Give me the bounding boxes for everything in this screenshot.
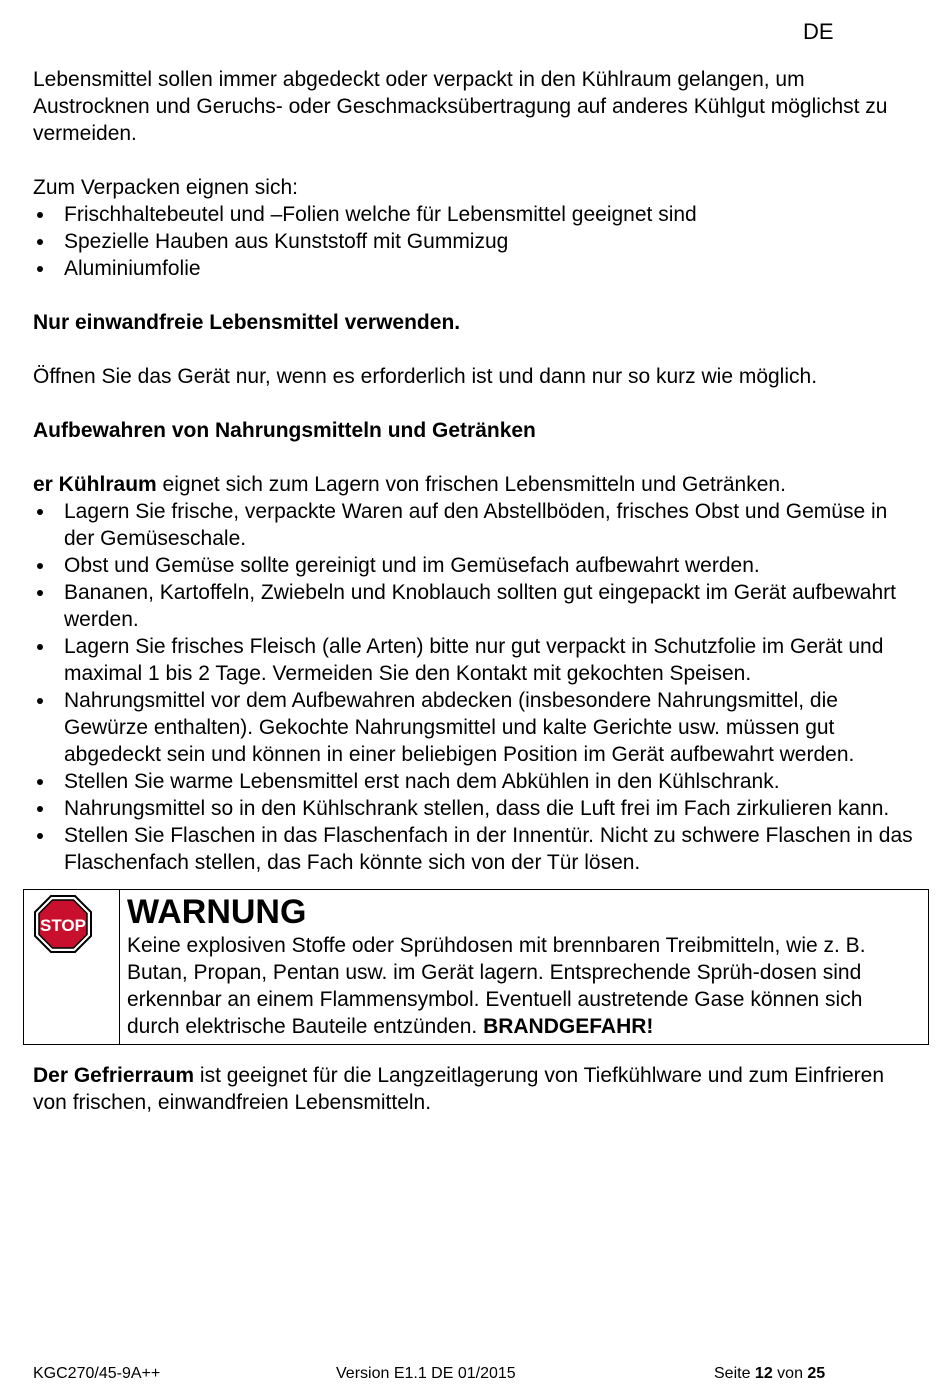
- list-item: Nahrungsmittel vor dem Aufbewahren abdecken (insbesondere Nahrungsmittel, die Gewürze enthalten). Gekochte Nahrungsmittel und kalte Gerichte usw. müssen gut abgedeckt sein und können in einer beliebigen Position im Gerät aufbewahrt werden.: [33, 687, 923, 768]
- packaging-list: [33, 201, 923, 282]
- storage-intro-bold: er Kühlraum: [33, 473, 157, 496]
- freezer-rest: ist geeignet für die Langzeitlagerung von Tiefkühlware und zum Einfrieren von frischen, einwandfreien Lebensmitteln.: [33, 1064, 884, 1114]
- footer-page: [714, 1364, 825, 1384]
- list-item: Nahrungsmittel so in den Kühlschrank stellen, dass die Luft frei im Fach zirkulieren kann.: [33, 795, 923, 822]
- bold-note: Nur einwandfreie Lebensmittel verwenden.: [33, 311, 461, 334]
- storage-list: [33, 498, 923, 876]
- footer-page-total: 25: [807, 1365, 826, 1382]
- list-item: Lagern Sie frisches Fleisch (alle Arten) bitte nur gut verpackt in Schutzfolie im Gerät und maximal 1 bis 2 Tage. Vermeiden Sie den Kontakt mit gekochten Speisen.: [33, 633, 923, 687]
- language-code: DE: [803, 19, 834, 44]
- list-item: Bananen, Kartoffeln, Zwiebeln und Knoblauch sollten gut eingepackt im Gerät aufbewahrt werden.: [33, 579, 923, 633]
- stop-sign-icon: [33, 894, 93, 954]
- footer-version: Version E1.1 DE 01/2015: [336, 1365, 516, 1382]
- freezer-bold: Der Gefrierraum: [33, 1064, 195, 1087]
- page-content: [33, 66, 923, 1116]
- footer-page-current: 12: [754, 1365, 773, 1382]
- intro-paragraph: Lebensmittel sollen immer abgedeckt oder verpackt in den Kühlraum gelangen, um Austrocknen und Geruchs- oder Geschmacksübertragung auf anderes Kühlgut möglichst zu vermeiden.: [33, 68, 888, 145]
- freezer-paragraph: [33, 1062, 923, 1116]
- storage-intro: [33, 471, 923, 498]
- warning-box: [23, 889, 929, 1045]
- open-note: Öffnen Sie das Gerät nur, wenn es erforderlich ist und dann nur so kurz wie möglich.: [33, 365, 818, 388]
- stop-sign-text: STOP: [40, 916, 86, 935]
- warning-text: [127, 932, 920, 1040]
- list-item: Spezielle Hauben aus Kunststoff mit Gummizug: [33, 228, 923, 255]
- list-item: Frischhaltebeutel und –Folien welche für Lebensmittel geeignet sind: [33, 201, 923, 228]
- list-item: Aluminiumfolie: [33, 255, 923, 282]
- footer-model: KGC270/45-9A++: [33, 1365, 161, 1382]
- storage-intro-rest: eignet sich zum Lagern von frischen Lebensmitteln und Getränken.: [156, 473, 786, 496]
- warning-text-body: Keine explosiven Stoffe oder Sprühdosen mit brennbaren Treibmitteln, wie z. B. Butan, Propan, Pentan usw. im Gerät lagern. Entsprechende Sprüh-dosen sind erkennbar an einem Flammensymbol. Eventuell austretende Gase können sich durch elektrische Bauteile entzünden.: [127, 934, 866, 1038]
- list-item: Obst und Gemüse sollte gereinigt und im Gemüsefach aufbewahrt werden.: [33, 552, 923, 579]
- section-heading: Aufbewahren von Nahrungsmitteln und Getränken: [33, 419, 536, 442]
- warning-icon-cell: [24, 890, 120, 1044]
- list-item: Lagern Sie frische, verpackte Waren auf den Abstellböden, frisches Obst und Gemüse in der Gemüseschale.: [33, 498, 923, 552]
- list-item: Stellen Sie Flaschen in das Flaschenfach in der Innentür. Nicht zu schwere Flaschen in das Flaschenfach stellen, das Fach könnte sich von der Tür lösen.: [33, 822, 923, 876]
- footer-page-mid: von: [772, 1365, 808, 1382]
- warning-text-cell: [120, 890, 928, 1044]
- warning-text-bold: BRANDGEFAHR!: [483, 1015, 654, 1038]
- footer-page-prefix: Seite: [714, 1365, 755, 1382]
- list-item: Stellen Sie warme Lebensmittel erst nach dem Abkühlen in den Kühlschrank.: [33, 768, 923, 795]
- packaging-intro: Zum Verpacken eignen sich:: [33, 176, 298, 199]
- warning-title: WARNUNG: [127, 893, 307, 931]
